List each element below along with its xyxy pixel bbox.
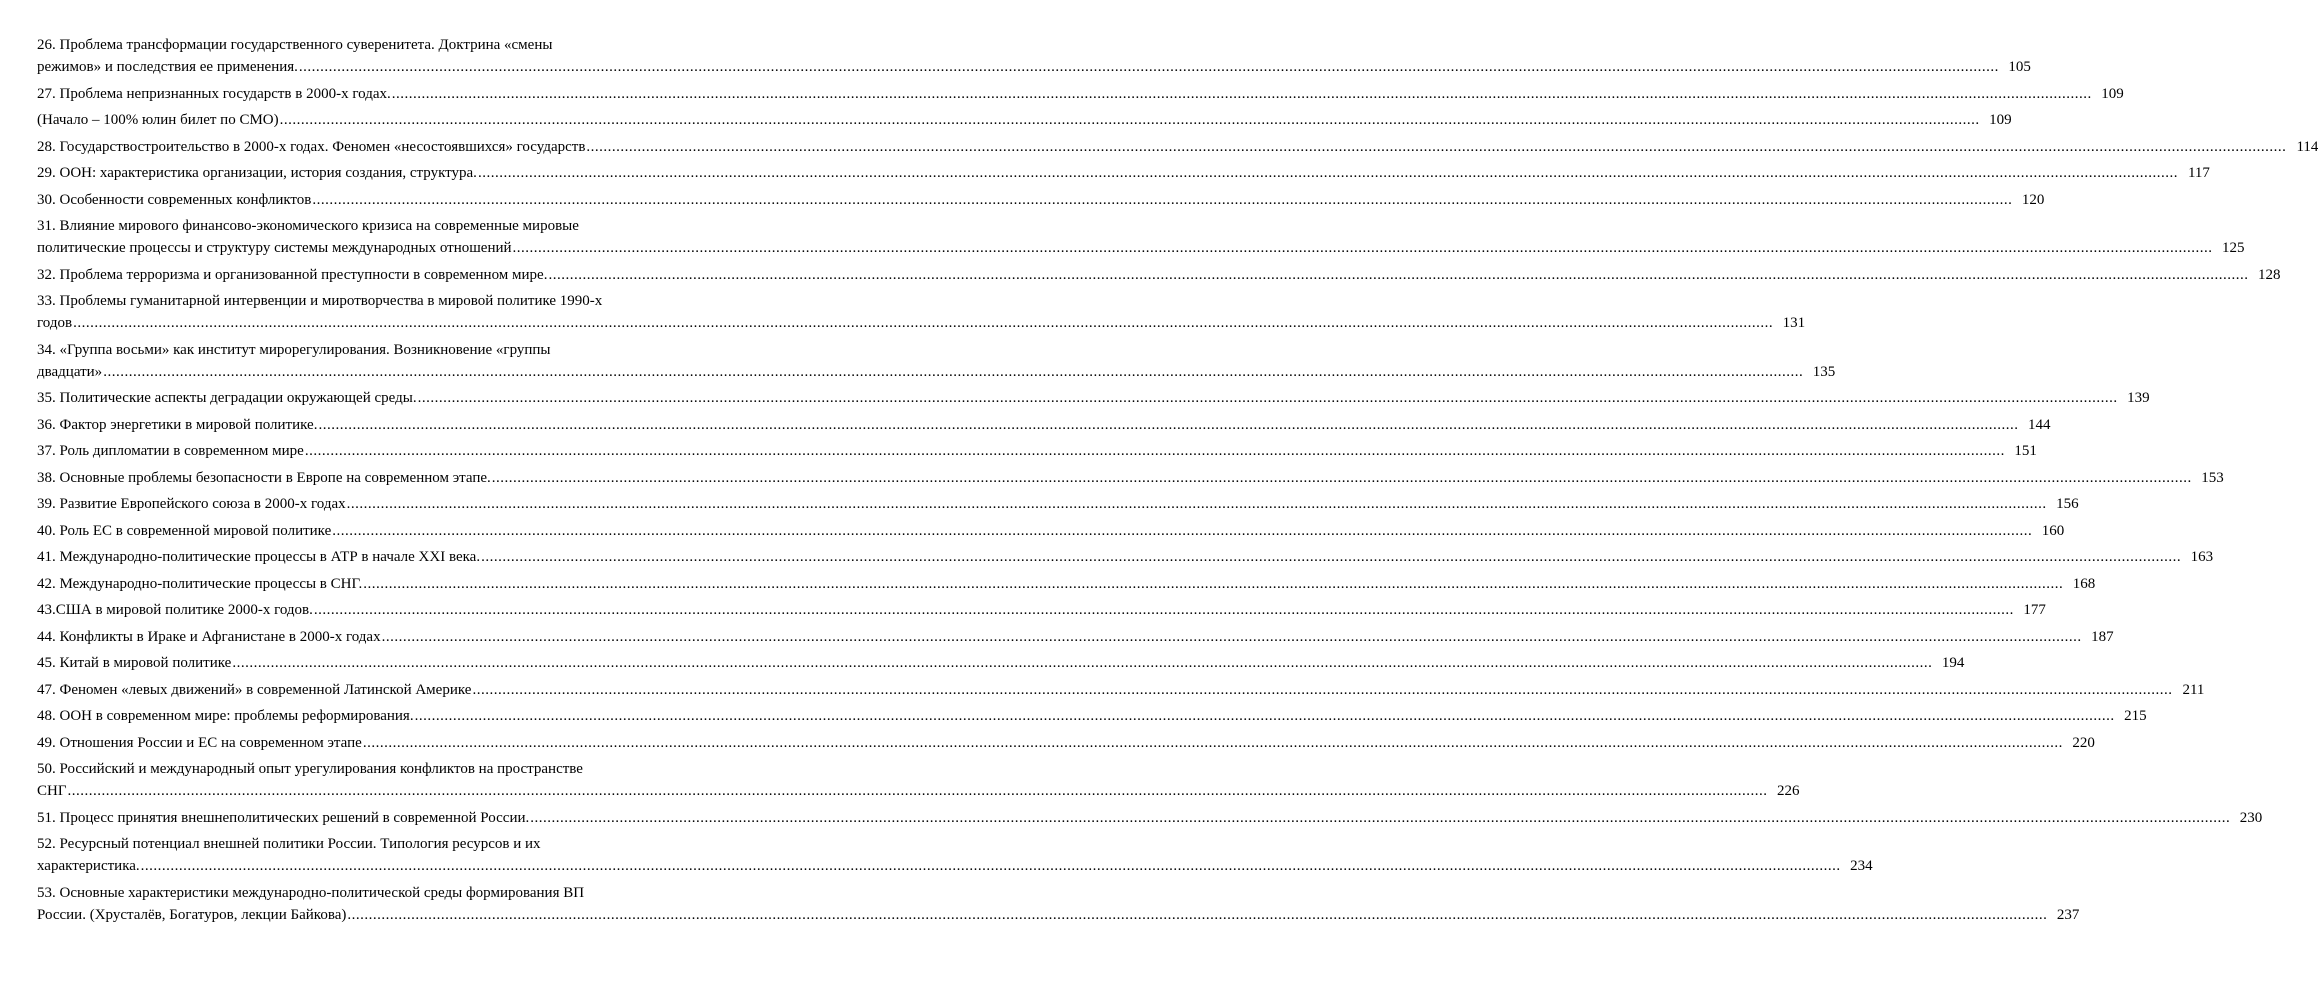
toc-entry-title-line: 33. Проблемы гуманитарной интервенции и миротворчества в мировой политике 1990-х (37, 293, 603, 309)
toc-entry[interactable] (37, 705, 2147, 727)
toc-entry-title: 36. Фактор энергетики в мировой политике. (37, 416, 318, 433)
toc-page-number: 105 (2008, 59, 2031, 75)
toc-entry[interactable] (37, 290, 1806, 334)
toc-entry-title: 40. Роль ЕС в современной мировой политике (37, 522, 332, 539)
dot-leader: ................................................................................................................................................................................................................................................................................................................................................................................................................ (304, 443, 2005, 459)
dot-leader: ................................................................................................................................................................................................................................................................................................................................................................................................................ (363, 575, 2064, 592)
toc-entry-title-line: 53. Основные характеристики международно-политической среды формирования ВП (37, 884, 585, 901)
toc-entry-title: 51. Процесс принятия внешнеполитических решений в современной России. (37, 809, 530, 826)
toc-entry[interactable] (37, 162, 2210, 184)
toc-page-number: 187 (2091, 628, 2114, 645)
toc-entry[interactable] (37, 546, 2214, 568)
toc-entry[interactable] (37, 652, 1965, 674)
toc-entry-title: 44. Конфликты в Ираке и Афганистане в 2000-х годах (37, 628, 381, 645)
toc-entry-title: России. (Хрусталёв, Богатуров, лекции Байкова) (37, 906, 347, 923)
toc-entry[interactable] (37, 34, 2031, 78)
toc-page-number: 234 (1850, 858, 1873, 874)
toc-entry[interactable] (37, 189, 2045, 211)
toc-entry-title: (Начало – 100% юлин билет по СМО) (37, 112, 279, 128)
toc-entry[interactable] (37, 520, 2065, 542)
toc-entry[interactable] (37, 882, 2080, 926)
toc-entry-title-line: 34. «Группа восьми» как институт мирорегулирования. Возникновение «группы (37, 341, 551, 358)
toc-entry-title: 42. Международно-политические процессы в СНГ. (37, 575, 363, 592)
dot-leader: ................................................................................................................................................................................................................................................................................................................................................................................................................ (586, 138, 2287, 155)
dot-leader: ................................................................................................................................................................................................................................................................................................................................................................................................................ (381, 628, 2082, 645)
toc-entry-title: 29. ООН: характеристика организации, история создания, структура. (37, 165, 477, 181)
toc-entry[interactable] (37, 339, 1836, 383)
toc-entry-title-line: 52. Ресурсный потенциал внешней политики России. Типология ресурсов и их (37, 836, 541, 852)
dot-leader: ................................................................................................................................................................................................................................................................................................................................................................................................................ (279, 112, 1980, 128)
dot-leader: ................................................................................................................................................................................................................................................................................................................................................................................................................ (481, 549, 2182, 565)
toc-page-number: 151 (2014, 443, 2037, 459)
toc-page-number: 135 (1812, 363, 1836, 380)
toc-entry[interactable] (37, 758, 1800, 802)
toc-page-number: 237 (2056, 906, 2080, 923)
toc-entry-title: 28. Государствостроительство в 2000-х годах. Феномен «несостоявшихся» государств (37, 138, 586, 155)
toc-page-number: 156 (2056, 496, 2079, 512)
toc-entry-title: 49. Отношения России и ЕС на современном этапе (37, 734, 362, 751)
toc-entry[interactable] (37, 136, 2318, 158)
dot-leader: ................................................................................................................................................................................................................................................................................................................................................................................................................ (491, 469, 2192, 486)
toc-entry[interactable] (37, 626, 2114, 648)
toc-entry-title: двадцати» (37, 363, 103, 380)
toc-entry-title: 47. Феномен «левых движений» в современной Латинской Америке (37, 681, 472, 698)
toc-entry[interactable] (37, 264, 2281, 286)
toc-entry[interactable] (37, 467, 2224, 489)
toc-entry[interactable] (37, 414, 2051, 436)
toc-page-number: 125 (2222, 240, 2245, 256)
toc-page-number: 128 (2257, 266, 2281, 283)
toc-entry-title-line: 31. Влияние мирового финансово-экономического кризиса на современные мировые (37, 218, 579, 234)
toc-entry-number: 43. (37, 602, 56, 618)
dot-leader: ................................................................................................................................................................................................................................................................................................................................................................................................................ (512, 240, 2213, 256)
toc-entry[interactable] (37, 387, 2150, 409)
toc-entry-title: 35. Политические аспекты деградации окружающей среды. (37, 390, 417, 406)
toc-entry-title-line: 26. Проблема трансформации государственного суверенитета. Доктрина «смены (37, 37, 553, 53)
toc-page-number: 194 (1941, 655, 1965, 671)
toc-page-number: 160 (2041, 522, 2065, 539)
toc-entry-title: годов (37, 315, 73, 331)
toc-page-number: 220 (2072, 734, 2095, 751)
dot-leader: ................................................................................................................................................................................................................................................................................................................................................................................................................ (477, 165, 2178, 181)
dot-leader: ................................................................................................................................................................................................................................................................................................................................................................................................................ (73, 315, 1774, 331)
toc-entry-title: 27. Проблема непризнанных государств в 2000-х годах. (37, 85, 391, 102)
toc-page-number: 226 (1777, 783, 1800, 799)
dot-leader: ................................................................................................................................................................................................................................................................................................................................................................................................................ (332, 522, 2033, 539)
dot-leader: ................................................................................................................................................................................................................................................................................................................................................................................................................ (103, 363, 1804, 380)
toc-entry-title: 48. ООН в современном мире: проблемы реформирования. (37, 708, 414, 724)
dot-leader: ................................................................................................................................................................................................................................................................................................................................................................................................................ (346, 496, 2047, 512)
toc-entry[interactable] (37, 573, 2096, 595)
toc-page-number: 114 (2296, 138, 2318, 155)
toc-page-number: 117 (2187, 165, 2210, 181)
toc-entry-title: 30. Особенности современных конфликтов (37, 191, 312, 208)
dot-leader: ................................................................................................................................................................................................................................................................................................................................................................................................................ (232, 655, 1933, 671)
toc-entry[interactable] (37, 833, 1873, 877)
dot-leader: ................................................................................................................................................................................................................................................................................................................................................................................................................ (548, 266, 2249, 283)
toc-entry[interactable] (37, 215, 2245, 259)
toc-page-number: 163 (2190, 549, 2214, 565)
toc-entry[interactable] (37, 440, 2037, 462)
dot-leader: ................................................................................................................................................................................................................................................................................................................................................................................................................ (140, 858, 1841, 874)
toc-entry-title: 45. Китай в мировой политике (37, 655, 232, 671)
toc-entry[interactable] (37, 83, 2124, 105)
dot-leader: ................................................................................................................................................................................................................................................................................................................................................................................................................ (417, 390, 2118, 406)
toc-page-number: 139 (2127, 390, 2150, 406)
toc-entry-title: 38. Основные проблемы безопасности в Европе на современном этапе. (37, 469, 491, 486)
toc-page-number: 144 (2027, 416, 2051, 433)
table-of-contents (37, 34, 2318, 930)
toc-entry-title: 39. Развитие Европейского союза в 2000-х годах (37, 496, 346, 512)
toc-entry-title-line: 50. Российский и международный опыт урегулирования конфликтов на пространстве (37, 761, 583, 777)
toc-entry-title: политические процессы и структуру системы международных отношений (37, 240, 512, 256)
toc-entry-title: СНГ (37, 783, 67, 799)
toc-page-number: 131 (1782, 315, 1806, 331)
dot-leader: ................................................................................................................................................................................................................................................................................................................................................................................................................ (313, 602, 2014, 618)
toc-page-number: 153 (2201, 469, 2224, 486)
toc-page-number: 168 (2072, 575, 2096, 592)
toc-entry-title: 32. Проблема терроризма и организованной преступности в современном мире. (37, 266, 548, 283)
toc-entry[interactable] (37, 807, 2263, 829)
dot-leader: ................................................................................................................................................................................................................................................................................................................................................................................................................ (362, 734, 2063, 751)
dot-leader: ................................................................................................................................................................................................................................................................................................................................................................................................................ (530, 809, 2231, 826)
toc-entry[interactable] (37, 109, 2012, 131)
toc-entry-title: режимов» и последствия ее применения. (37, 59, 298, 75)
dot-leader: ................................................................................................................................................................................................................................................................................................................................................................................................................ (347, 906, 2048, 923)
toc-page-number: 230 (2239, 809, 2263, 826)
toc-entry-title: характеристика. (37, 858, 140, 874)
toc-page-number: 211 (2182, 681, 2205, 698)
toc-entry-title: 41. Международно-политические процессы в АТР в начале XXI века. (37, 549, 481, 565)
toc-page-number: 109 (2101, 85, 2124, 102)
dot-leader: ................................................................................................................................................................................................................................................................................................................................................................................................................ (67, 783, 1768, 799)
dot-leader: ................................................................................................................................................................................................................................................................................................................................................................................................................ (318, 416, 2019, 433)
toc-page-number: 109 (1989, 112, 2012, 128)
dot-leader: ................................................................................................................................................................................................................................................................................................................................................................................................................ (414, 708, 2115, 724)
toc-entry[interactable] (37, 493, 2079, 515)
toc-page-number: 177 (2023, 602, 2046, 618)
toc-entry[interactable] (37, 599, 2046, 621)
toc-entry[interactable] (37, 679, 2205, 701)
toc-page-number: 215 (2124, 708, 2147, 724)
dot-leader: ................................................................................................................................................................................................................................................................................................................................................................................................................ (298, 59, 1999, 75)
toc-entry[interactable] (37, 732, 2095, 754)
dot-leader: ................................................................................................................................................................................................................................................................................................................................................................................................................ (391, 85, 2092, 102)
toc-entry-title: 37. Роль дипломатии в современном мире (37, 443, 304, 459)
dot-leader: ................................................................................................................................................................................................................................................................................................................................................................................................................ (472, 681, 2173, 698)
toc-page-number: 120 (2021, 191, 2045, 208)
dot-leader: ................................................................................................................................................................................................................................................................................................................................................................................................................ (312, 191, 2013, 208)
toc-entry-title: США в мировой политике 2000-х годов. (55, 602, 313, 618)
